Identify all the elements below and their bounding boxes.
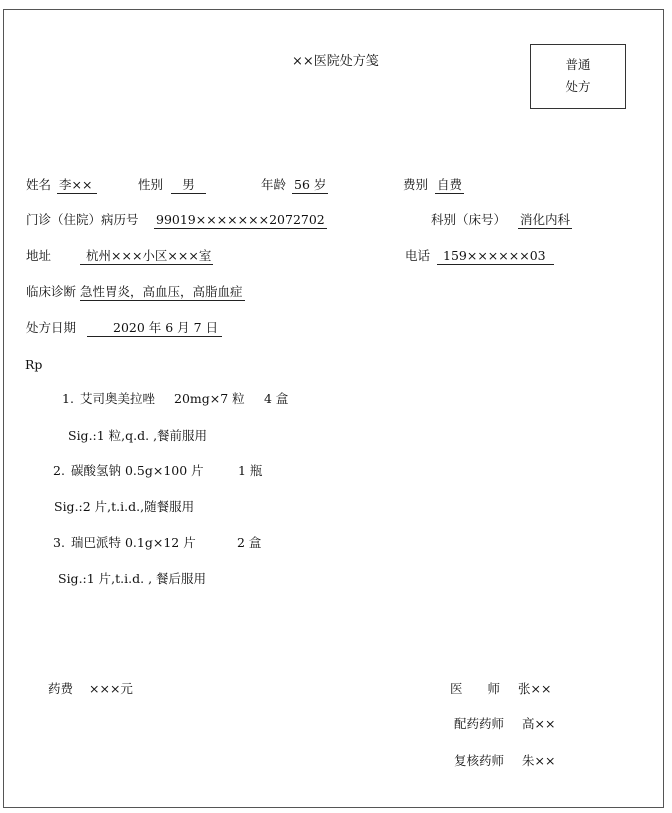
drug-fee-value: ×××元 bbox=[89, 681, 133, 696]
dispenser-name: 高×× bbox=[522, 716, 556, 731]
address-value: 杭州×××小区×××室 bbox=[80, 248, 213, 265]
checker-name: 朱×× bbox=[522, 753, 556, 768]
phone-label: 电话 bbox=[405, 248, 431, 263]
checker-label: 复核药师 bbox=[454, 753, 505, 768]
item-drug: 艾司奥美拉唑 bbox=[80, 391, 156, 406]
sex-value: 男 bbox=[171, 177, 206, 194]
item-quantity: 4 盒 bbox=[264, 391, 289, 406]
dept-label: 科别（床号） bbox=[431, 212, 507, 227]
address-label: 地址 bbox=[26, 248, 52, 263]
dispenser-label: 配药药师 bbox=[454, 716, 505, 731]
age-value: 56 岁 bbox=[294, 177, 327, 192]
doctor-label: 医 师 bbox=[450, 681, 501, 696]
date-label: 处方日期 bbox=[26, 320, 77, 335]
doctor-name: 张×× bbox=[518, 681, 552, 696]
prescription-type-line1: 普通 bbox=[565, 57, 591, 72]
age-label: 年龄 bbox=[261, 177, 287, 192]
item-number: 3. bbox=[53, 535, 65, 550]
item-drug: 瑞巴派特 0.1g×12 片 bbox=[71, 535, 196, 550]
item-number: 2. bbox=[53, 463, 65, 478]
phone-value: 159××××××03 bbox=[437, 248, 554, 265]
item-quantity: 2 盒 bbox=[237, 535, 262, 550]
item-spec: 20mg×7 粒 bbox=[174, 391, 245, 406]
drug-fee-label: 药费 bbox=[48, 681, 74, 696]
item-sig: Sig.:1 粒,q.d. ,餐前服用 bbox=[68, 428, 208, 443]
dept-value: 消化内科 bbox=[520, 212, 571, 227]
page-title: ××医院处方笺 bbox=[292, 54, 379, 69]
name-label: 姓名 bbox=[26, 177, 52, 192]
sex-label: 性别 bbox=[138, 177, 164, 192]
prescription-type-line2: 处方 bbox=[565, 79, 591, 94]
prescription-type-box bbox=[530, 44, 626, 109]
rp-symbol: Rp bbox=[25, 357, 43, 372]
item-quantity: 1 瓶 bbox=[238, 463, 263, 478]
name-value: 李×× bbox=[57, 177, 97, 194]
item-drug: 碳酸氢钠 0.5g×100 片 bbox=[71, 463, 204, 478]
record-label: 门诊（住院）病历号 bbox=[26, 212, 139, 227]
diagnosis-label: 临床诊断 bbox=[26, 284, 77, 299]
fee-type-value: 自费 bbox=[437, 177, 463, 192]
record-value: 99019×××××××2072702 bbox=[156, 212, 325, 227]
item-sig: Sig.:2 片,t.i.d.,随餐服用 bbox=[54, 499, 195, 514]
date-value: 2020 年 6 月 7 日 bbox=[87, 320, 222, 337]
item-sig: Sig.:1 片,t.i.d. , 餐后服用 bbox=[58, 571, 207, 586]
item-number: 1. bbox=[62, 391, 74, 406]
diagnosis-value: 急性胃炎，高血压，高脂血症 bbox=[80, 284, 243, 299]
fee-type-label: 费别 bbox=[403, 177, 429, 192]
